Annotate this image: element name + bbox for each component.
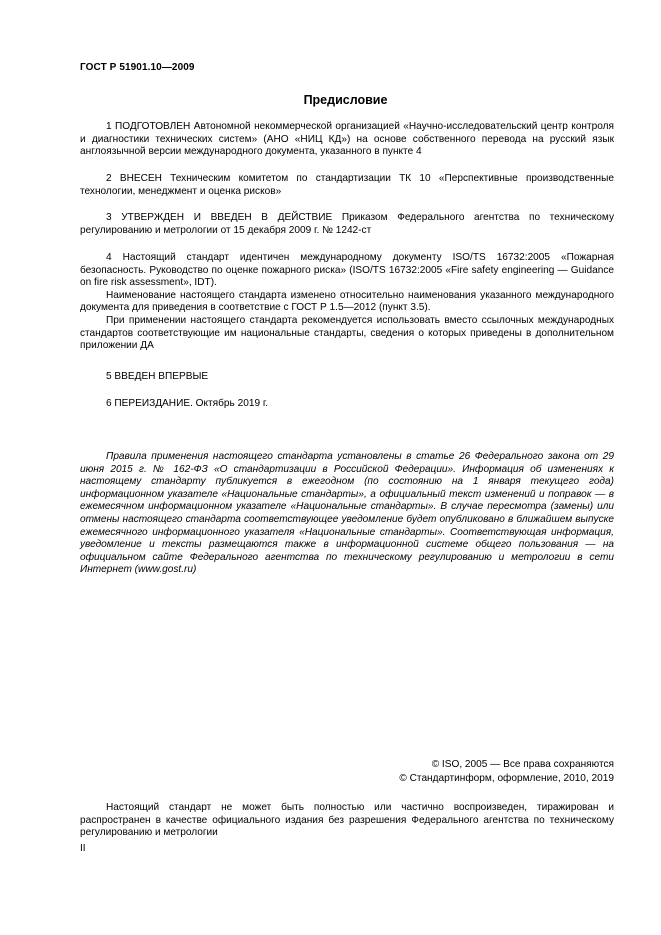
page-number: II — [80, 843, 86, 854]
preface-item-4-references-note: При применении настоящего стандарта рекомендуется использовать вместо ссылочных международных стандартов соответствующие им национальные стандарты, сведения о которых приведены в дополнительном приложении ДА — [80, 314, 614, 352]
preface-item-6 — [80, 398, 614, 411]
copyright-iso: © ISO, 2005 — Все права сохраняются — [431, 759, 614, 770]
preface-item-2 — [80, 173, 614, 198]
preface-item-4-text: 4 Настоящий стандарт идентичен международному документу ISO/TS 16732:2005 «Пожарная безопасность. Руководство по оценке пожарного риска» (ISO/TS 16732:2005 «Fire safety engineering — Guidance on fire risk assessment», IDT). — [80, 252, 614, 289]
preface-item-4 — [80, 252, 614, 353]
copyright-standartinform: © Стандартинформ, оформление, 2010, 2019 — [399, 773, 614, 784]
page-title-text: Предисловие — [303, 93, 388, 107]
application-rules-note: Правила применения настоящего стандарта установлены в статье 26 Федерального закона от 29 июня 2015 г. № 162-ФЗ «О стандартизации в Российской Федерации». Информация об изменениях к настоящему стандарту публикуется в ежегодном (по состоянию на 1 января текущего года) информационном указателе «Национальные стандарты», а официальный текст изменений и поправок — в ежемесячном информационном указателе «Национальные стандарты». В случае пересмотра (замены) или отмены настоящего стандарта соответствующее уведомление будет опубликовано в ближайшем выпуске ежемесячного информационного указателя «Национальные стандарты». Соответствующая информация, уведомление и тексты размещаются также в информационной системе общего пользования — на официальном сайте Федерального агентства по техническому регулированию и метрологии в сети Интернет (www.gost.ru) — [80, 451, 614, 576]
preface-item-1 — [80, 121, 614, 159]
preface-item-2-text: 2 ВНЕСЕН Техническим комитетом по стандартизации ТК 10 «Перспективные производственные технологии, менеджмент и оценка рисков» — [80, 173, 614, 197]
page-title — [0, 93, 661, 107]
preface-item-3 — [80, 212, 614, 237]
preface-item-5-text: 5 ВВЕДЕН ВПЕРВЫЕ — [106, 371, 209, 382]
standard-id-header: ГОСТ Р 51901.10—2009 — [80, 62, 195, 73]
reproduction-notice: Настоящий стандарт не может быть полностью или частично воспроизведен, тиражирован и распространен в качестве официального издания без разрешения Федерального агентства по техническому регулированию и метрологии — [80, 802, 614, 839]
preface-item-5 — [80, 371, 614, 384]
preface-item-4-rename-note: Наименование настоящего стандарта изменено относительно наименования указанного международного документа для приведения в соответствие с ГОСТ Р 1.5—2012 (пункт 3.5). — [80, 289, 614, 314]
preface-item-3-text: 3 УТВЕРЖДЕН И ВВЕДЕН В ДЕЙСТВИЕ Приказом Федерального агентства по техническому регулированию и метрологии от 15 декабря 2009 г. № 1242-ст — [80, 212, 614, 236]
preface-item-6-text: 6 ПЕРЕИЗДАНИЕ. Октябрь 2019 г. — [106, 398, 269, 409]
preface-item-1-text: 1 ПОДГОТОВЛЕН Автономной некоммерческой организацией «Научно-исследовательский центр контроля и диагностики технических систем» (АНО «НИЦ КД») на основе собственного перевода на русский язык англоязычной версии международного документа, указанного в пункте 4 — [80, 121, 614, 158]
